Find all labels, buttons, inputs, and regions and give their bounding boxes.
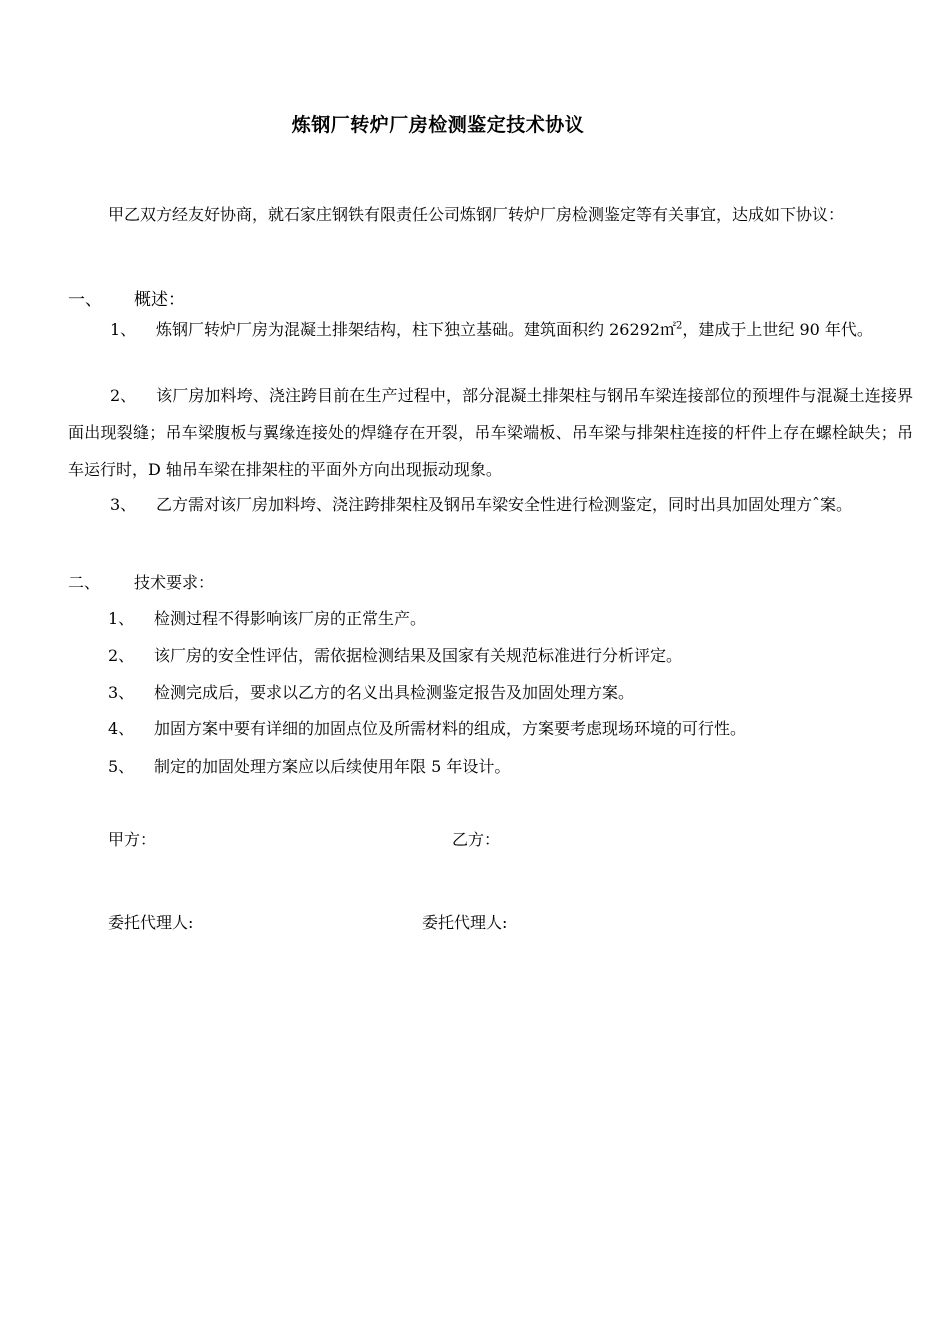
section1-item-1-text-after: ，建成于上世纪 90 年代。: [682, 320, 873, 339]
section2-item-5-text: 制定的加固处理方案应以后续使用年限 5 年设计。: [154, 757, 511, 776]
agent-b-label: 委托代理人:: [422, 913, 508, 932]
section2-item-3-number: 3、: [108, 683, 135, 702]
section2-item-1: [108, 606, 426, 629]
section2-item-4-text: 加固方案中要有详细的加固点位及所需材料的组成，方案要考虑现场环境的可行性。: [154, 719, 747, 738]
section2-item-5-number: 5、: [108, 757, 135, 776]
section1-item-2-number: 2、: [110, 386, 137, 405]
section1-number: 一、: [68, 290, 102, 310]
section2-item-3: [108, 680, 634, 703]
section1-item-1-sup: 2: [676, 320, 683, 332]
section1-item-2-text: 该厂房加料垮、浇注跨目前在生产过程中，部分混凝土排架柱与钢吊车梁连接部位的预埋件与混凝土连接界面出现裂缝；吊车梁腹板与翼缘连接处的焊缝存在开裂，吊车梁端板、吊车梁与排架柱连接的杆件上存在螺栓缺失；吊车运行时，D 轴吊车梁在排架柱的平面外方向出现振动现象。: [68, 386, 913, 479]
section1-heading: [68, 285, 185, 310]
section1-item-2: [68, 377, 913, 488]
section2-number: 二、: [68, 573, 101, 592]
section2-item-5: [108, 754, 510, 777]
section1-item-1-number: 1、: [110, 320, 137, 339]
section2-item-2-number: 2、: [108, 646, 135, 665]
section2-item-3-text: 检测完成后，要求以乙方的名义出具检测鉴定报告及加固处理方案。: [154, 683, 635, 702]
section2-item-2-text: 该厂房的安全性评估，需依据检测结果及国家有关规范标准进行分析评定。: [154, 646, 683, 665]
party-a-label: 甲方：: [108, 830, 157, 849]
section1-item-3-number: 3、: [110, 495, 137, 514]
section2-item-1-number: 1、: [108, 609, 135, 628]
section2-item-1-text: 检测过程不得影响该厂房的正常生产。: [154, 609, 427, 628]
document-title: 炼钢厂转炉厂房检测鉴定技术协议: [291, 114, 585, 136]
section2-heading: [68, 570, 214, 593]
section2-item-2: [108, 643, 682, 666]
agent-a-label: 委托代理人:: [108, 913, 194, 932]
section2-title: 技术要求：: [134, 573, 215, 592]
section1-item-1: [68, 318, 913, 342]
section1-item-3: [68, 486, 913, 523]
section2-item-4: [108, 716, 746, 739]
section1-item-1-text: 炼钢厂转炉厂房为混凝土排架结构，柱下独立基础。建筑面积约 26292㎡: [156, 320, 676, 339]
section2-item-4-number: 4、: [108, 719, 135, 738]
section1-title: 概述：: [134, 290, 185, 310]
party-b-label: 乙方：: [452, 830, 501, 849]
intro-paragraph: 甲乙双方经友好协商，就石家庄钢铁有限责任公司炼钢厂转炉厂房检测鉴定等有关事宜，达成如下协议：: [108, 205, 845, 224]
section1-item-3-text: 乙方需对该厂房加料垮、浇注跨排架柱及钢吊车梁安全性进行检测鉴定，同时出具加固处理方ˆ案。: [156, 495, 853, 514]
